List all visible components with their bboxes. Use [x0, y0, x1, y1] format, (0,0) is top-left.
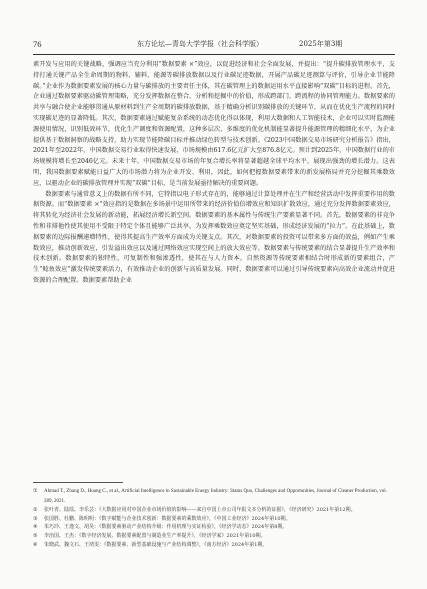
header-rule — [33, 54, 395, 55]
footnote-rule — [33, 482, 123, 483]
footnote-mark: ③ — [33, 515, 38, 522]
footnotes — [33, 487, 395, 583]
body-paragraph: 数据要素与通常意义上的数据有所不同，它特指以电子形式存在的，能够通过计算处理并在生产和经营活动中发挥重要作用的数据资源。而“数据要素 ×”效应指的是数据在多场景中运用所带来的经济价值倍增效应和知识扩散效应，通过充分发挥数据要素效应，将其转化为经济社会发展的新动能，拓展经济增长新空间。数据要素的基本属性与传统生产要素显著不同。首先，数据要素的非竞争性和非排他性使其使用不受限于特定个体且能够广泛共享，为发挥乘数效应奠定坚实基础，形成经济发展的“拉力”。在此基础上，数据要素的边际报酬递增特性，使得其提高生产效率方面成为关键支点。其次，对数据要素的投资可以带来多方面的效益，例如产生乘数效应，推动创新效应，引发溢出效应以及通过网络效应实现空间上的放大效应等。数据要素与传统要素的结合显著提升生产效率和技术创新。数据要素的独特性，可复制性和强渗透性，使其在与人力资本，自然资源等传统要素相结合时形成新的要素组合，产生“鲶鱼效应”激发传统要素活力，有效推动企业的创新与高质量发展。同时，数据要素可以通过引导传统要素向高效企业流动并促进资源的合理配置。数据要素帮助企业 — [33, 190, 395, 284]
footnote-mark: ⑤ — [33, 532, 38, 539]
footnote — [33, 541, 395, 550]
page-number: 76 — [33, 39, 42, 49]
body-paragraph: 素开发与应用的关键战略，强调应当充分利用“数据要素 ×”效应，以促进经济和社会全面发展，并提出：“提升碳排放管理水平，支持打通关键产品全生命周期的物料、辅料、能源等碳排放数据以及行业碳足迹数据，开展产品碳足迹测算与评价，引导企业节能降碳。”企业作为数据要素发展的核心力量与碳排放的主要责任主体，其在碳管理上的数据运用水平直接影响“双碳”目标的进程。首先，企业通过数据要素驱动碳管理策略，充分发挥数据在整合、分析和挖掘中的价值，形成跨部门、跨流程的协同管理能力。数据要素的共享与融合使企业能够贯通从原材料到生产全周期的碳排放数据，基于精确分析识别碳排放的关键环节，从而在优化生产流程的同时实现碳足迹的显著降低。其次，数据要素通过赋能复杂系统的动态优化得以体现，利用大数据和人工智能技术，企业可以实时监测能源使用情况，识别低效环节，优化生产调度和资源配置，这种多层次、多维度的优化机制能显著提升能源管理的精细化水平，为企业提供基于数据洞察的战略支持，助力实现节能降碳目标并推动绿色转型与技术创新。《2023中国数据交易市场研究分析报告》指出，2021年至2022年，中国数据交易行业取得快速发展，市场规模由617.6亿元扩大至876.8亿元。预计到2025年，中国数据行业的市场规模将增长至2046亿元。未来十年，中国数据交易市场的年复合增长率将显著超越全球平均水平，展现出强劲的增长潜力。这表明，我国数据要素赋能日益广大的市场潜力将为企业开发、利用，因此，如何把握数据要素带来的新发展格局并充分挖掘其乘数效应，以驱动企业的碳排放管理并实现“双碳”目标，是当前发展亟待解决的重要问题。 — [33, 61, 395, 187]
footnote-text: Ahmad T., Zhang D., Huang C., et al., Artificial Intelligence in Sustainable Energy Industry: Status Quo, Challenges and Opportunities, Journal of Cleaner Production, vol. 289, 2021. — [44, 489, 387, 504]
article-body — [33, 60, 395, 478]
footnote-text: 张叶青、陆瑶、李乐芸：《大数据应用对中国企业市场价值的影响——来自中国上市公司年报文本分析的证据》，《经济研究》2021年第12期。 — [44, 507, 356, 514]
footnote — [33, 515, 395, 524]
footnote-mark: ② — [33, 507, 38, 514]
footnote-mark: ⑥ — [33, 541, 38, 548]
footnote-text: 朱晓武、魏文石、王靖雯：《数据要素、新型基础设施与产业结构调整》，《南方经济》2024年第1期。 — [44, 541, 268, 548]
journal-title: 东方论坛—青岛大学学报（社会科学版） — [137, 40, 263, 48]
footnote-text: 朱巧玲、王逸文、胡昊：《数据要素驱动产业结构升级：作用机理与实证检验》，《经济学动态》2024年第8期。 — [44, 524, 288, 531]
footnote-text: 张国胜、杜鹏、陈明明：《数字赋能与企业技术创新：数据要素的乘数效应》，《中国工业经济》2024年第10期。 — [44, 515, 291, 522]
footnote-mark: ④ — [33, 524, 38, 531]
footnote — [33, 523, 395, 532]
footnote — [33, 506, 395, 515]
footnote-text: 李治国、王杰：《数字经济发展、数据要素配置与制造业生产率提升》，《经济学家》2021年第10期。 — [44, 532, 266, 539]
issue-label: 2025年第3期 — [299, 40, 343, 48]
footnote — [33, 487, 395, 506]
running-header — [33, 38, 395, 50]
footnote — [33, 532, 395, 541]
footnote-mark: ① — [33, 488, 38, 494]
